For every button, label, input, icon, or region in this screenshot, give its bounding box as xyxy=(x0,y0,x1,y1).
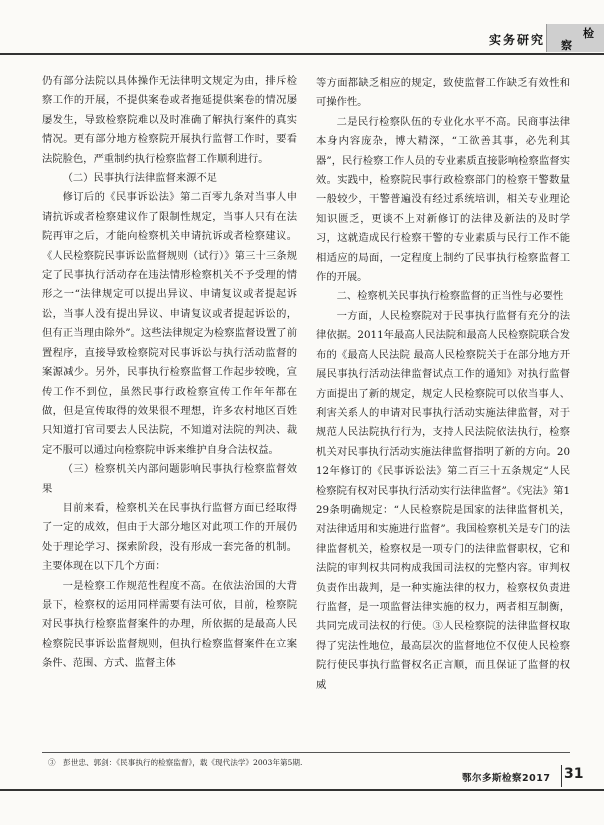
footer-rule xyxy=(0,789,604,791)
section-tab xyxy=(546,24,604,52)
section-tab-char-top: 检 xyxy=(583,27,594,40)
paragraph: 目前来看，检察机关在民事执行监督方面已经取得了一定的成效，但由于大部分地区对此项工作的开展仍处于理论学习、探索阶段，没有形成一套完备的机制。主要体现在以下几个方面： xyxy=(42,501,297,573)
right-column xyxy=(316,74,570,695)
section-tab-char-bottom: 察 xyxy=(561,39,572,52)
paragraph: 等方面都缺乏相应的规定，致使监督工作缺乏有效性和可操作性。 xyxy=(316,77,570,109)
header-rule xyxy=(0,53,604,55)
paragraph: 一是检察工作规范性程度不高。在依法治国的大背景下，检察权的运用同样需要有法可依，目前，检察院对民事执行检察监督案件的办理，所依据的是最高人民检察院民事诉讼监督规则，但执行检察监督案件在立案条件、范围、方式、监督主体 xyxy=(42,579,297,670)
paragraph: 二是民行检察队伍的专业化水平不高。民商事法律本身内容庞杂，博大精深，“工欲善其事，必先利其器”，民行检察工作人员的专业素质直接影响检察监督实效。实践中，检察院民事行政检察部门的检察干警数量一般较少，干警普遍没有经过系统培训，相关专业理论知识匮乏，更谈不上对新修订的法律及新法的及时学习，这就造成民行检察干警的专业素质与民行工作不能相适应的局面，一定程度上制约了民事执行检察监督工作的开展。 xyxy=(316,115,570,284)
paragraph: （二）民事执行法律监督来源不足 xyxy=(62,172,218,185)
footnote: ③ 彭世忠、郭剑：《民事执行的检察监督》，载《现代法学》2003年第5期. xyxy=(48,758,303,767)
paragraph: 仍有部分法院以具体操作无法律明文规定为由，排斥检察工作的开展，不提供案卷或者拖延提供案卷的情况屡屡发生，导致检察院难以及时准确了解执行案件的真实情况。更有部分地方检察院开展执行监督工作时，要看法院脸色，严重制约执行检察监督工作顺利进行。 xyxy=(42,75,297,165)
footer-journal-name: 鄂尔多斯检察2017 xyxy=(462,773,551,784)
paragraph: 二、检察机关民事执行检察监督的正当性与必要性 xyxy=(336,290,564,303)
paragraph: 修订后的《民事诉讼法》第二百零九条对当事人申请抗诉或者检察建议作了限制性规定，当事人只有在法院再审之后，才能向检察机关申请抗诉或者检察建议。《人民检察院民事诉讼监督规则（试行）》第三十三条规定了民事执行活动存在违法情形检察机关不予受理的情形之一“法律规定可以提出异议、申请复议或者提起诉讼，当事人没有提出异议、申请复议或者提起诉讼的，但有正当理由除外”。这些法律规定为检察监督设置了前置程序，直接导致检察院对民事诉讼与执行活动监督的案源减少。另外，民事执行检察监督工作起步较晚，宣传工作不到位，虽然民事行政检察宣传工作年年都在做，但是宣传取得的效果很不理想，许多农村地区百姓只知道打官司要去人民法院，不知道对法院的判决、裁定不服可以通过向检察院申诉来维护自身合法权益。 xyxy=(42,191,297,456)
page-number: 31 xyxy=(564,766,584,782)
paragraph: 一方面，人民检察院对于民事执行监督有充分的法律依据。2011年最高人民法院和最高人民检察院联合发布的《最高人民法院 最高人民检察院关于在部分地方开展民事执行活动法律监督试点工作的通知》对执行监督方面提出了新的规定，规定人民检察院可以依当事人、利害关系人的申请对民事执行活动实施法律监督，对于规范人民法院执行行为，支持人民法院依法执行，检察机关对民事执行活动实施法律监督指明了新的方向。2012年修订的《民事诉讼法》第二百三十五条规定“人民检察院有权对民事执行活动实行法律监督”。《宪法》第129条明确规定：“人民检察院是国家的法律监督机关，对法律适用和实施进行监督”。我国检察机关是专门的法律监督机关，检察权是一项专门的法律监督职权，它和法院的审判权共同构成我国司法权的完整内容。审判权负责作出裁判，是一种实施法律的权力，检察权负责进行监督，是一项监督法律实施的权力，两者相互制衡，共同完成司法权的行使。③人民检察院的法律监督权取得了宪法性地位，最高层次的监督地位不仅使人民检察院行使民事执行监督权名正言顺，而且保证了监督的权威 xyxy=(316,309,570,691)
left-column xyxy=(42,72,297,674)
footer-separator xyxy=(561,765,562,787)
paragraph: （三）检察机关内部问题影响民事执行检察监督效果 xyxy=(42,463,297,495)
footnote-rule xyxy=(42,752,570,753)
section-title: 实务研究 xyxy=(489,33,546,47)
